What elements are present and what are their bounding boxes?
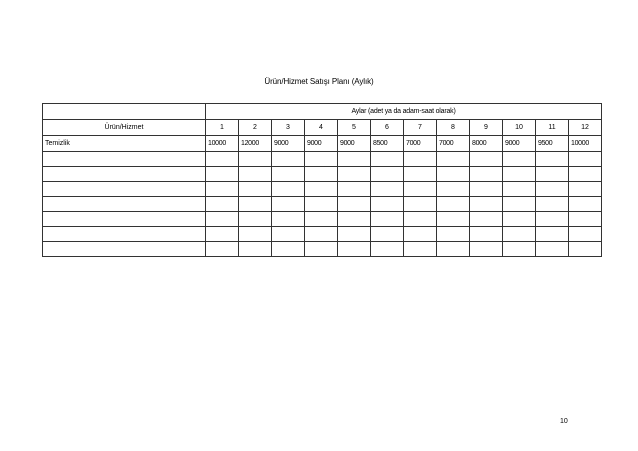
empty-table-row — [43, 152, 602, 167]
months-header: Aylar (adet ya da adam-saat olarak) — [206, 104, 602, 120]
column-header-row — [43, 120, 602, 136]
value-cell: 9000 — [338, 136, 371, 152]
value-cell: 9000 — [272, 136, 305, 152]
month-header: 3 — [272, 120, 305, 136]
month-header: 4 — [305, 120, 338, 136]
month-header: 10 — [503, 120, 536, 136]
empty-table-row — [43, 182, 602, 197]
month-header: 9 — [470, 120, 503, 136]
product-name-cell: Temizlik — [43, 136, 206, 152]
empty-table-row — [43, 212, 602, 227]
product-header: Ürün/Hizmet — [43, 120, 206, 136]
month-header: 11 — [536, 120, 569, 136]
month-header: 6 — [371, 120, 404, 136]
value-cell: 7000 — [404, 136, 437, 152]
month-header: 12 — [569, 120, 602, 136]
empty-table-row — [43, 197, 602, 212]
value-cell: 9000 — [305, 136, 338, 152]
empty-table-row — [43, 167, 602, 182]
empty-corner-cell — [43, 104, 206, 120]
value-cell: 8000 — [470, 136, 503, 152]
value-cell: 9500 — [536, 136, 569, 152]
empty-table-row — [43, 227, 602, 242]
page-number: 10 — [560, 418, 568, 425]
month-header: 7 — [404, 120, 437, 136]
month-header: 5 — [338, 120, 371, 136]
table-row — [43, 136, 602, 152]
value-cell: 8500 — [371, 136, 404, 152]
value-cell: 12000 — [239, 136, 272, 152]
empty-table-row — [43, 242, 602, 257]
months-header-row — [43, 104, 602, 120]
month-header: 1 — [206, 120, 239, 136]
sales-plan-table — [42, 103, 602, 257]
value-cell: 7000 — [437, 136, 470, 152]
value-cell: 9000 — [503, 136, 536, 152]
page-title: Ürün/Hizmet Satışı Planı (Aylık) — [264, 77, 374, 86]
value-cell: 10000 — [569, 136, 602, 152]
value-cell: 10000 — [206, 136, 239, 152]
month-header: 8 — [437, 120, 470, 136]
month-header: 2 — [239, 120, 272, 136]
